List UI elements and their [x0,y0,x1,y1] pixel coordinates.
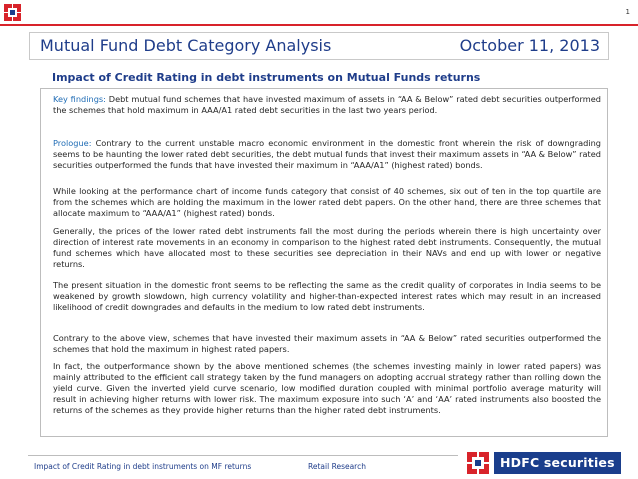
prologue-paragraph [53,138,601,171]
contrary-paragraph: Contrary to the above view, schemes that have invested their maximum assets in “AA & Below” rated securities outperformed the schemes that hold the maximum in highest rated papers. [53,333,601,354]
performance-paragraph: While looking at the performance chart of income funds category that consist of 40 schemes, six out of ten in the top quartile are from the schemes which are holding the maximum in the lower rated debt papers. On the other hand, there are three schemes that allocate maximum to “AAA/A1” (highest rated) bonds. [53,186,601,218]
hdfc-logo-icon [4,4,21,21]
price-paragraph: Generally, the prices of the lower rated debt instruments fall the most during the periods wherein there is high uncertainty over direction of interest rate movements in an economy in comparison to the highest rated debt instruments. Consequently, the mutual fund schemes which have allocated most to these securities see depreciation in their NAVs and end up with lower or negative returns. [53,226,601,269]
title-bar [29,32,609,60]
key-findings-text: Debt mutual fund schemes that have invested maximum of assets in “AA & Below” rated debt securities outperformed the schemes that hold maximum in AAA/A1 rated debt securities in the last two years period. [53,94,601,115]
section-subtitle: Impact of Credit Rating in debt instruments on Mutual Funds returns [52,71,481,84]
domestic-paragraph: The present situation in the domestic front seems to be reflecting the same as the credit quality of corporates in India seems to be weakened by growth slowdown, high currency volatility and higher-than-expected interest rates which may result in an increased likelihood of credit downgrades and defaults in the medium to low rated debt instruments. [53,280,601,312]
hdfc-square-icon [467,452,489,474]
page-title: Mutual Fund Debt Category Analysis [40,36,332,55]
footer-department: Retail Research [308,462,366,471]
footer-divider [28,455,458,456]
brand-logo [467,451,634,475]
prologue-label: Prologue: [53,138,92,148]
brand-name: HDFC securities [494,452,621,474]
report-date: October 11, 2013 [459,36,600,55]
key-findings-paragraph [53,94,601,116]
outperformance-paragraph: In fact, the outperformance shown by the above mentioned schemes (the schemes investing mainly in lower rated papers) was mainly attributed to the efficient call strategy taken by the fund managers on adopting accrual strategy rather than rolling down the yield curve. Given the inverted yield curve scenario, low modified duration coupled with minimal portfolio average maturity will result in achieving higher returns with lower risk. The maximum exposure into such ‘A’ and ‘AA’ rated instruments also boosted the returns of the schemes as they provide higher returns than the higher rated debt instruments. [53,361,601,415]
footer-title: Impact of Credit Rating in debt instruments on MF returns [34,462,252,471]
page-number: 1 [625,8,630,16]
content-box [40,88,608,437]
prologue-text: Contrary to the current unstable macro economic environment in the domestic front wherein the risk of downgrading seems to be haunting the lower rated debt securities, the debt mutual funds that invest their maximum assets in “AA & Below” rated securities outperformed the funds that have invested their maximum in “AAA/A1” (highest rated) bonds. [53,138,601,170]
header-divider [0,24,638,26]
key-findings-label: Key findings: [53,94,106,104]
